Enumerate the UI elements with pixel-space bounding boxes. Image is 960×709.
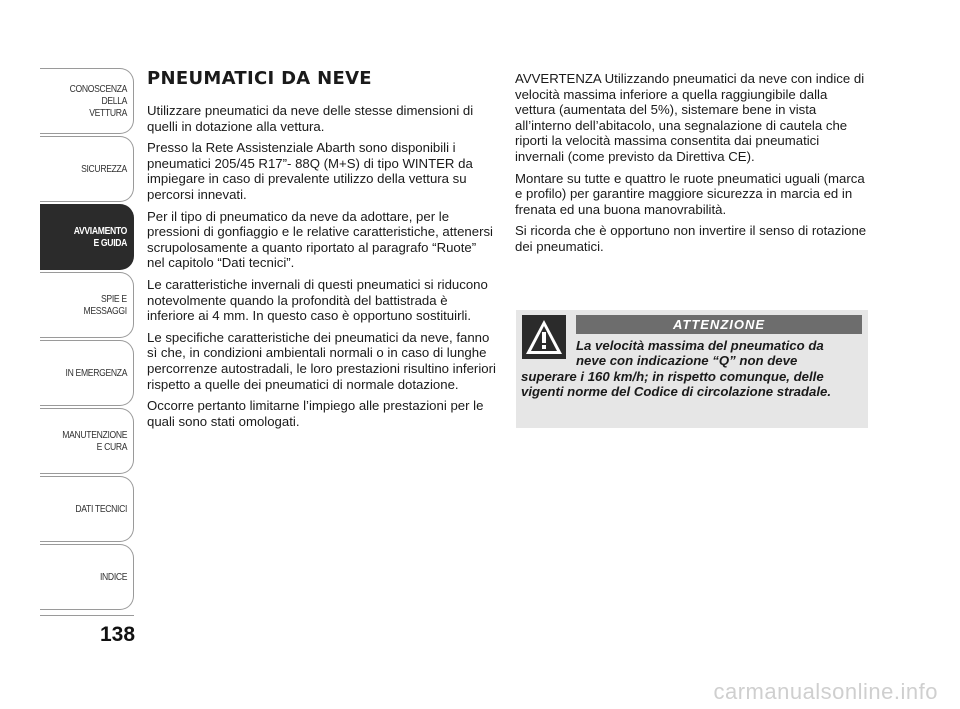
paragraph: Montare su tutte e quattro le ruote pneumatici uguali (marca e profilo) per garantire maggiore sicurezza in marcia ed in frenata ed una buona manovrabilità. xyxy=(515,170,865,217)
paragraph: Presso la Rete Assistenziale Abarth sono disponibili i pneumatici 205/45 R17”- 88Q (M+S) di tipo WINTER da impiegare in caso di prevalente utilizzo della vettura su percorsi innevati. xyxy=(147,140,473,202)
tab-conoscenza-della-vettura[interactable] xyxy=(40,68,134,134)
chapter-tabs xyxy=(40,68,134,612)
paragraph: Per il tipo di pneumatico da neve da adottare, per le pressioni di gonfiaggio e le relative caratteristiche, attenersi scrupolosamente a quanto riportato al paragrafo “Ruote” nel capitolo “Dati tecnici”. xyxy=(147,208,493,271)
warning-line: superare i 160 km/h; in rispetto comunque, delle vigenti norme del Codice di circolazione stradale. xyxy=(521,368,831,400)
section-title: PNEUMATICI DA NEVE xyxy=(147,68,372,89)
tab-label: DATI TECNICI xyxy=(75,503,127,515)
paragraph: Occorre pertanto limitarne l’impiego alle prestazioni per le quali sono stati omologati. xyxy=(147,398,484,429)
tab-manutenzione-e-cura[interactable] xyxy=(40,408,134,474)
tab-avviamento-e-guida[interactable] xyxy=(40,204,134,270)
tab-sicurezza[interactable] xyxy=(40,136,134,202)
tab-spie-e-messaggi[interactable] xyxy=(40,272,134,338)
tab-label: INDICE xyxy=(99,571,127,583)
tab-label: CONOSCENZA DELLA VETTURA xyxy=(69,83,127,119)
tab-label: SICUREZZA xyxy=(81,163,127,175)
paragraph: AVVERTENZA Utilizzando pneumatici da neve con indice di velocità massima inferiore a quella raggiungibile dalla vettura (aumentata del 5%), sistemare bene in vista all’interno dell’abitacolo, una segnalazione di cautela che riporti la velocità massima consentita dai pneumatici invernali (come previsto da Direttiva CE). xyxy=(515,71,865,164)
sidebar-divider xyxy=(40,615,134,616)
warning-line: La velocità massima del pneumatico da xyxy=(576,338,824,353)
paragraph: Si ricorda che è opportuno non invertire il senso di rotazione dei pneumatici. xyxy=(515,223,867,254)
right-column xyxy=(515,71,870,261)
paragraph: Le specifiche caratteristiche dei pneumatici da neve, fanno sì che, in condizioni ambientali normali o in caso di lunghe percorrenze autostradali, le loro prestazioni risultino inferiori rispetto a quelle dei pneumatici di normale dotazione. xyxy=(147,329,496,392)
page-number: 138 xyxy=(100,623,136,646)
tab-indice[interactable] xyxy=(40,544,134,610)
warning-line: neve con indicazione “Q” non deve xyxy=(576,353,798,369)
paragraph: Utilizzare pneumatici da neve delle stesse dimensioni di quelli in dotazione alla vettura. xyxy=(147,103,474,134)
tab-in-emergenza[interactable] xyxy=(40,340,134,406)
left-column xyxy=(147,68,497,435)
tab-dati-tecnici[interactable] xyxy=(40,476,134,542)
warning-text xyxy=(521,338,861,400)
tab-label: MANUTENZIONE E CURA xyxy=(62,429,127,453)
paragraph: Le caratteristiche invernali di questi pneumatici si riducono notevolmente quando la profondità del battistrada è inferiore ai 4 mm. In questo caso è opportuno sostituirli. xyxy=(147,276,488,324)
tab-label: SPIE E MESSAGGI xyxy=(83,293,127,317)
tab-label: IN EMERGENZA xyxy=(65,367,127,379)
watermark: carmanualsonline.info xyxy=(713,679,938,704)
tab-label: AVVIAMENTO E GUIDA xyxy=(73,225,127,249)
warning-box xyxy=(516,310,868,428)
warning-header: ATTENZIONE xyxy=(576,315,862,334)
